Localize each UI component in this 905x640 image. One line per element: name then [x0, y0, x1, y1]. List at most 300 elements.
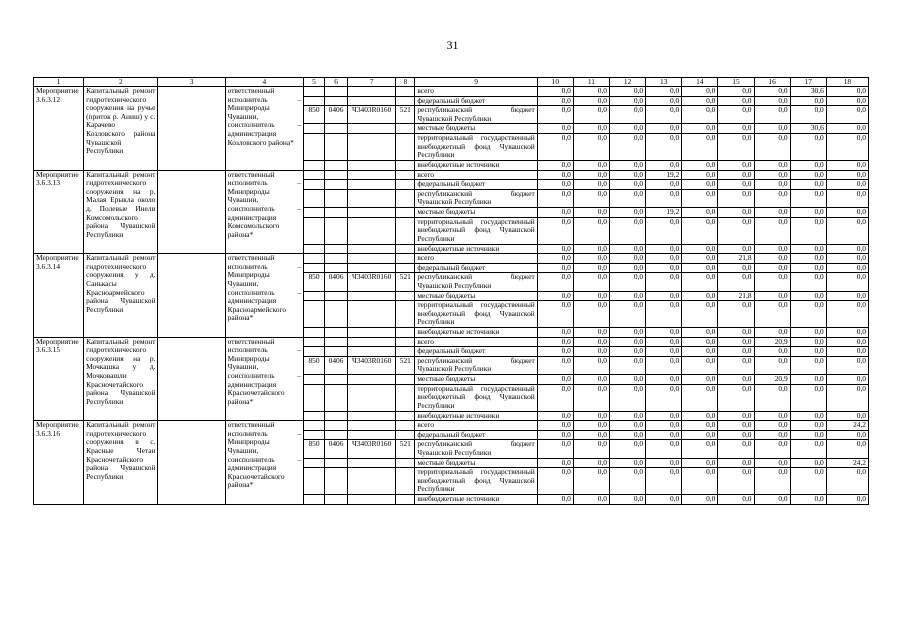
funding-source: республиканский бюджет Чувашской Республики — [415, 189, 537, 207]
amount-cell: 0,0 — [573, 87, 609, 97]
funding-source: всего — [415, 421, 537, 431]
amount-cell: 0,0 — [682, 217, 718, 244]
amount-cell: 0,0 — [537, 468, 573, 495]
amount-cell: 0,0 — [718, 160, 754, 170]
amount-cell: 0,0 — [610, 217, 646, 244]
amount-cell: 0,0 — [718, 440, 754, 458]
amount-cell: 0,0 — [537, 96, 573, 106]
empty-cell — [348, 217, 396, 244]
empty-cell — [303, 133, 324, 160]
amount-cell: 0,0 — [826, 495, 868, 505]
amount-cell: 0,0 — [754, 291, 790, 301]
empty-cell — [396, 375, 415, 385]
budget-code — [325, 189, 348, 207]
empty-cell — [348, 291, 396, 301]
amount-cell: 0,0 — [573, 375, 609, 385]
amount-cell: 0,0 — [682, 291, 718, 301]
empty-cell — [325, 133, 348, 160]
amount-cell: 0,0 — [537, 170, 573, 180]
amount-cell: 0,0 — [718, 87, 754, 97]
amount-cell: 0,0 — [537, 254, 573, 264]
amount-cell: 0,0 — [790, 263, 826, 273]
column-number: 12 — [610, 78, 646, 87]
empty-cell — [396, 384, 415, 411]
amount-cell: 0,0 — [826, 170, 868, 180]
empty-cell — [325, 375, 348, 385]
measure-id: Мероприятие 3.6.3.16 — [34, 421, 84, 505]
amount-cell: 0,0 — [718, 106, 754, 124]
budget-code — [303, 189, 324, 207]
amount-cell: 0,0 — [718, 133, 754, 160]
amount-cell: 0,0 — [826, 291, 868, 301]
amount-cell: 0,0 — [537, 421, 573, 431]
empty-cell — [325, 170, 348, 180]
amount-cell: 0,0 — [754, 440, 790, 458]
funding-source: республиканский бюджет Чувашской Республики — [415, 440, 537, 458]
empty-cell — [325, 96, 348, 106]
amount-cell: 0,0 — [682, 337, 718, 347]
measure-id: Мероприятие 3.6.3.13 — [34, 170, 84, 254]
empty-cell — [348, 430, 396, 440]
column-number: 7 — [348, 78, 396, 87]
amount-cell: 0,0 — [754, 244, 790, 254]
empty-cell — [348, 133, 396, 160]
empty-cell — [325, 160, 348, 170]
empty-cell — [158, 254, 225, 338]
amount-cell: 0,0 — [754, 207, 790, 217]
empty-cell — [396, 328, 415, 338]
empty-cell — [325, 263, 348, 273]
amount-cell: 0,0 — [573, 347, 609, 357]
measure-name: Капитальный ремонт гидротехнического сооружения на ручье (приток р. Аниш) у с. Карачево Козловского района Чувашской Республики — [84, 87, 158, 171]
executor: ответственный исполнитель – Минприроды Чувашии, соисполнитель – администрация Козловского района* — [225, 87, 303, 171]
budget-code: Ч3403R0160 — [348, 440, 396, 458]
empty-cell — [348, 301, 396, 328]
amount-cell: 0,0 — [682, 421, 718, 431]
amount-cell: 0,0 — [718, 458, 754, 468]
funding-source: внебюджетные источники — [415, 328, 537, 338]
empty-cell — [303, 170, 324, 180]
amount-cell: 0,0 — [610, 207, 646, 217]
amount-cell: 0,0 — [682, 263, 718, 273]
empty-cell — [158, 421, 225, 505]
amount-cell: 0,0 — [682, 189, 718, 207]
amount-cell: 0,0 — [610, 458, 646, 468]
column-number: 9 — [415, 78, 537, 87]
amount-cell: 24,2 — [826, 458, 868, 468]
amount-cell: 0,0 — [610, 244, 646, 254]
empty-cell — [348, 495, 396, 505]
amount-cell: 0,0 — [646, 180, 682, 190]
empty-cell — [348, 160, 396, 170]
funding-source: всего — [415, 170, 537, 180]
empty-cell — [303, 458, 324, 468]
amount-cell: 0,0 — [610, 375, 646, 385]
amount-cell: 0,0 — [718, 430, 754, 440]
amount-cell: 0,0 — [826, 133, 868, 160]
empty-cell — [348, 468, 396, 495]
empty-cell — [348, 87, 396, 97]
empty-cell — [348, 421, 396, 431]
empty-cell — [396, 411, 415, 421]
amount-cell: 0,0 — [790, 347, 826, 357]
funding-source: федеральный бюджет — [415, 263, 537, 273]
amount-cell: 0,0 — [826, 440, 868, 458]
funding-source: республиканский бюджет Чувашской Республики — [415, 273, 537, 291]
budget-code — [348, 189, 396, 207]
funding-source: федеральный бюджет — [415, 180, 537, 190]
amount-cell: 0,0 — [826, 87, 868, 97]
funding-source: внебюджетные источники — [415, 160, 537, 170]
amount-cell: 0,0 — [826, 356, 868, 374]
amount-cell: 20,9 — [754, 337, 790, 347]
empty-cell — [158, 87, 225, 171]
amount-cell: 0,0 — [610, 468, 646, 495]
amount-cell: 0,0 — [573, 458, 609, 468]
amount-cell: 0,0 — [610, 301, 646, 328]
empty-cell — [348, 180, 396, 190]
funding-source: республиканский бюджет Чувашской Республики — [415, 106, 537, 124]
amount-cell: 0,0 — [610, 430, 646, 440]
budget-code: 521 — [396, 273, 415, 291]
column-number: 6 — [325, 78, 348, 87]
amount-cell: 0,0 — [573, 421, 609, 431]
funding-source: местные бюджеты — [415, 458, 537, 468]
amount-cell: 0,0 — [537, 207, 573, 217]
amount-cell: 0,0 — [610, 160, 646, 170]
page-number: 31 — [446, 38, 459, 52]
amount-cell: 0,0 — [646, 411, 682, 421]
column-number-row — [34, 78, 869, 87]
empty-cell — [325, 291, 348, 301]
funding-source: федеральный бюджет — [415, 347, 537, 357]
amount-cell: 0,0 — [754, 180, 790, 190]
amount-cell: 0,0 — [537, 430, 573, 440]
empty-cell — [325, 430, 348, 440]
amount-cell: 0,0 — [682, 96, 718, 106]
empty-cell — [396, 180, 415, 190]
measure-id: Мероприятие 3.6.3.14 — [34, 254, 84, 338]
amount-cell: 0,0 — [682, 87, 718, 97]
executor: ответственный исполнитель – Минприроды Чувашии, соисполнитель – администрация Красночетайского района* — [225, 421, 303, 505]
amount-cell: 0,0 — [646, 458, 682, 468]
amount-cell: 0,0 — [610, 254, 646, 264]
amount-cell: 0,0 — [682, 273, 718, 291]
empty-cell — [303, 160, 324, 170]
empty-cell — [325, 124, 348, 134]
budget-code: 0406 — [325, 356, 348, 374]
amount-cell: 0,0 — [537, 375, 573, 385]
empty-cell — [325, 180, 348, 190]
funding-source: федеральный бюджет — [415, 96, 537, 106]
amount-cell: 0,0 — [790, 273, 826, 291]
amount-cell: 0,0 — [682, 254, 718, 264]
amount-cell: 0,0 — [610, 291, 646, 301]
amount-cell: 0,0 — [790, 217, 826, 244]
column-number: 2 — [84, 78, 158, 87]
empty-cell — [303, 87, 324, 97]
program-table — [33, 77, 869, 505]
executor: ответственный исполнитель – Минприроды Чувашии, соисполнитель – администрация Красночетайского района* — [225, 337, 303, 421]
amount-cell: 0,0 — [754, 347, 790, 357]
amount-cell: 0,0 — [682, 244, 718, 254]
budget-code — [396, 189, 415, 207]
empty-cell — [396, 124, 415, 134]
table-row — [34, 337, 869, 347]
amount-cell: 0,0 — [573, 207, 609, 217]
executor: ответственный исполнитель – Минприроды Чувашии, соисполнитель – администрация Красноармейского района* — [225, 254, 303, 338]
amount-cell: 0,0 — [646, 421, 682, 431]
empty-cell — [303, 244, 324, 254]
amount-cell: 0,0 — [682, 347, 718, 357]
amount-cell: 0,0 — [573, 170, 609, 180]
amount-cell: 0,0 — [646, 273, 682, 291]
empty-cell — [303, 291, 324, 301]
amount-cell: 0,0 — [682, 328, 718, 338]
amount-cell: 0,0 — [646, 440, 682, 458]
empty-cell — [158, 337, 225, 421]
empty-cell — [396, 160, 415, 170]
amount-cell: 0,0 — [610, 133, 646, 160]
amount-cell: 0,0 — [537, 87, 573, 97]
amount-cell: 0,0 — [610, 384, 646, 411]
amount-cell: 0,0 — [682, 440, 718, 458]
amount-cell: 0,0 — [790, 440, 826, 458]
amount-cell: 0,0 — [718, 189, 754, 207]
amount-cell: 0,0 — [573, 189, 609, 207]
amount-cell: 0,0 — [826, 180, 868, 190]
amount-cell: 0,0 — [682, 133, 718, 160]
funding-source: местные бюджеты — [415, 207, 537, 217]
empty-cell — [325, 347, 348, 357]
amount-cell: 0,0 — [682, 411, 718, 421]
empty-cell — [348, 96, 396, 106]
empty-cell — [303, 337, 324, 347]
column-number: 3 — [158, 78, 225, 87]
empty-cell — [348, 458, 396, 468]
empty-cell — [348, 347, 396, 357]
amount-cell: 0,0 — [573, 254, 609, 264]
amount-cell: 0,0 — [573, 301, 609, 328]
table-row — [34, 170, 869, 180]
amount-cell: 0,0 — [826, 263, 868, 273]
funding-source: всего — [415, 87, 537, 97]
amount-cell: 0,0 — [573, 180, 609, 190]
amount-cell: 0,0 — [573, 430, 609, 440]
amount-cell: 0,0 — [537, 106, 573, 124]
amount-cell: 0,0 — [573, 495, 609, 505]
funding-source: республиканский бюджет Чувашской Республики — [415, 356, 537, 374]
amount-cell: 0,0 — [790, 337, 826, 347]
amount-cell: 0,0 — [573, 273, 609, 291]
amount-cell: 0,0 — [537, 411, 573, 421]
column-number: 1 — [34, 78, 84, 87]
amount-cell: 0,0 — [537, 495, 573, 505]
budget-code: 0406 — [325, 273, 348, 291]
amount-cell: 0,0 — [754, 421, 790, 431]
amount-cell: 0,0 — [790, 160, 826, 170]
amount-cell: 0,0 — [682, 160, 718, 170]
amount-cell: 0,0 — [754, 170, 790, 180]
budget-code: 850 — [303, 273, 324, 291]
amount-cell: 0,0 — [826, 337, 868, 347]
empty-cell — [303, 263, 324, 273]
column-number: 13 — [646, 78, 682, 87]
amount-cell: 0,0 — [754, 189, 790, 207]
amount-cell: 0,0 — [537, 356, 573, 374]
amount-cell: 0,0 — [790, 375, 826, 385]
amount-cell: 0,0 — [610, 337, 646, 347]
amount-cell: 0,0 — [826, 254, 868, 264]
amount-cell: 0,0 — [610, 170, 646, 180]
empty-cell — [325, 254, 348, 264]
amount-cell: 0,0 — [573, 124, 609, 134]
amount-cell: 0,0 — [610, 106, 646, 124]
amount-cell: 0,0 — [790, 254, 826, 264]
amount-cell: 0,0 — [790, 207, 826, 217]
amount-cell: 0,0 — [790, 170, 826, 180]
amount-cell: 0,0 — [754, 273, 790, 291]
amount-cell: 0,0 — [573, 96, 609, 106]
amount-cell: 0,0 — [718, 356, 754, 374]
empty-cell — [396, 468, 415, 495]
amount-cell: 0,0 — [718, 347, 754, 357]
amount-cell: 0,0 — [826, 189, 868, 207]
amount-cell: 30,6 — [790, 87, 826, 97]
funding-source: местные бюджеты — [415, 291, 537, 301]
amount-cell: 0,0 — [754, 87, 790, 97]
column-number: 15 — [718, 78, 754, 87]
amount-cell: 0,0 — [718, 495, 754, 505]
amount-cell: 0,0 — [646, 430, 682, 440]
empty-cell — [303, 411, 324, 421]
empty-cell — [396, 87, 415, 97]
amount-cell: 0,0 — [646, 301, 682, 328]
amount-cell: 0,0 — [754, 96, 790, 106]
amount-cell: 0,0 — [790, 189, 826, 207]
amount-cell: 0,0 — [682, 384, 718, 411]
amount-cell: 0,0 — [718, 375, 754, 385]
amount-cell: 0,0 — [610, 347, 646, 357]
amount-cell: 0,0 — [790, 244, 826, 254]
amount-cell: 0,0 — [826, 244, 868, 254]
amount-cell: 0,0 — [682, 124, 718, 134]
amount-cell: 0,0 — [537, 337, 573, 347]
measure-name: Капитальный ремонт гидротехнического сооружения у д. Санькасы Красноармейского района Чувашской Республики — [84, 254, 158, 338]
amount-cell: 0,0 — [718, 384, 754, 411]
amount-cell: 0,0 — [754, 411, 790, 421]
amount-cell: 0,0 — [754, 217, 790, 244]
amount-cell: 0,0 — [610, 87, 646, 97]
amount-cell: 0,0 — [573, 133, 609, 160]
amount-cell: 0,0 — [573, 217, 609, 244]
amount-cell: 0,0 — [682, 430, 718, 440]
empty-cell — [303, 254, 324, 264]
amount-cell: 0,0 — [682, 495, 718, 505]
amount-cell: 0,0 — [718, 328, 754, 338]
amount-cell: 0,0 — [537, 291, 573, 301]
funding-source: всего — [415, 337, 537, 347]
amount-cell: 0,0 — [573, 337, 609, 347]
funding-source: внебюджетные источники — [415, 495, 537, 505]
empty-cell — [303, 421, 324, 431]
budget-code: 850 — [303, 356, 324, 374]
amount-cell: 0,0 — [537, 160, 573, 170]
amount-cell: 0,0 — [718, 217, 754, 244]
amount-cell: 0,0 — [610, 356, 646, 374]
empty-cell — [396, 458, 415, 468]
empty-cell — [396, 217, 415, 244]
budget-code: 0406 — [325, 106, 348, 124]
amount-cell: 0,0 — [646, 160, 682, 170]
amount-cell: 0,0 — [718, 207, 754, 217]
amount-cell: 0,0 — [682, 375, 718, 385]
empty-cell — [303, 495, 324, 505]
amount-cell: 21,8 — [718, 254, 754, 264]
empty-cell — [303, 384, 324, 411]
empty-cell — [396, 337, 415, 347]
amount-cell: 0,0 — [718, 421, 754, 431]
empty-cell — [325, 495, 348, 505]
amount-cell: 0,0 — [646, 189, 682, 207]
table-row — [34, 421, 869, 431]
amount-cell: 0,0 — [790, 411, 826, 421]
empty-cell — [303, 217, 324, 244]
amount-cell: 0,0 — [754, 468, 790, 495]
amount-cell: 0,0 — [646, 328, 682, 338]
funding-source: местные бюджеты — [415, 124, 537, 134]
amount-cell: 0,0 — [610, 421, 646, 431]
budget-code: 850 — [303, 106, 324, 124]
amount-cell: 0,0 — [646, 133, 682, 160]
empty-cell — [348, 254, 396, 264]
amount-cell: 0,0 — [826, 347, 868, 357]
amount-cell: 0,0 — [826, 124, 868, 134]
amount-cell: 0,0 — [646, 384, 682, 411]
empty-cell — [396, 263, 415, 273]
amount-cell: 0,0 — [610, 189, 646, 207]
empty-cell — [303, 96, 324, 106]
amount-cell: 0,0 — [646, 495, 682, 505]
funding-source: территориальный государственный внебюджетный фонд Чувашской Республики — [415, 217, 537, 244]
empty-cell — [303, 207, 324, 217]
budget-code: 521 — [396, 356, 415, 374]
amount-cell: 0,0 — [646, 356, 682, 374]
amount-cell: 0,0 — [537, 189, 573, 207]
empty-cell — [325, 207, 348, 217]
amount-cell: 0,0 — [682, 458, 718, 468]
empty-cell — [348, 263, 396, 273]
amount-cell: 0,0 — [646, 244, 682, 254]
empty-cell — [348, 337, 396, 347]
table-row — [34, 87, 869, 97]
column-number: 5 — [303, 78, 324, 87]
amount-cell: 0,0 — [646, 347, 682, 357]
amount-cell: 0,0 — [573, 468, 609, 495]
funding-source: территориальный государственный внебюджетный фонд Чувашской Республики — [415, 384, 537, 411]
budget-code: 521 — [396, 106, 415, 124]
table-body — [34, 78, 869, 505]
empty-cell — [303, 468, 324, 495]
amount-cell: 0,0 — [790, 301, 826, 328]
measure-id: Мероприятие 3.6.3.15 — [34, 337, 84, 421]
amount-cell: 0,0 — [790, 106, 826, 124]
measure-name: Капитальный ремонт гидротехнического сооружения на р. Мочкашка у д. Мочковашли Красночетайского района Чувашской Республики — [84, 337, 158, 421]
amount-cell: 0,0 — [826, 375, 868, 385]
empty-cell — [396, 96, 415, 106]
amount-cell: 0,0 — [646, 106, 682, 124]
amount-cell: 0,0 — [610, 328, 646, 338]
